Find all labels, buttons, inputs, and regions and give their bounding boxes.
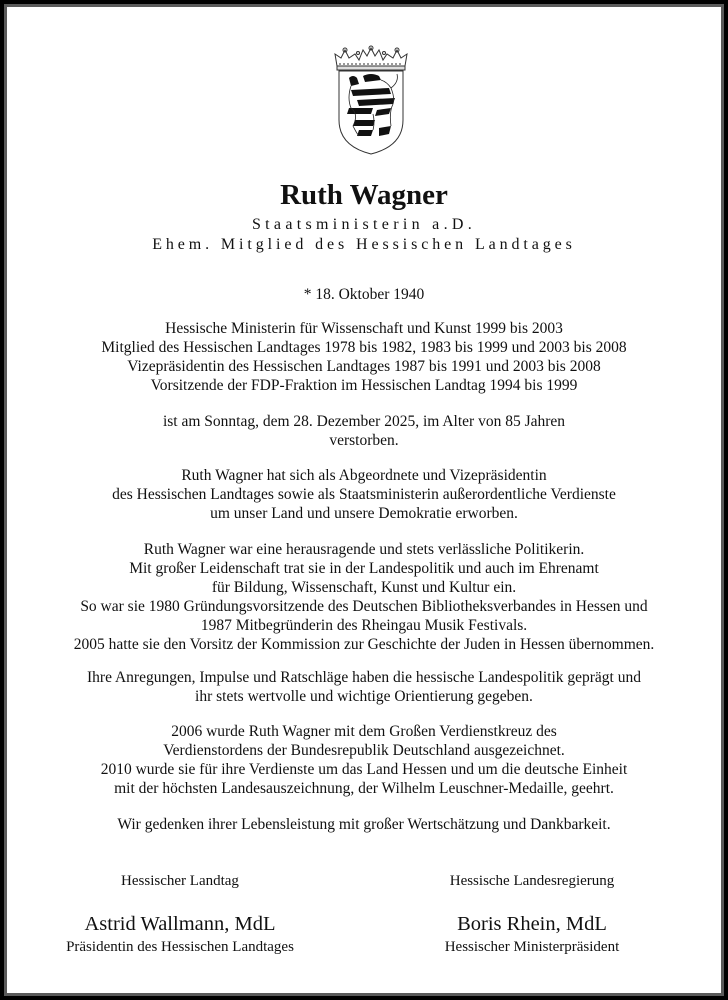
honors-line: mit der höchsten Landesauszeichnung, der Wilhelm Leuschner-Medaille, geehrt. — [114, 780, 614, 797]
tribute-line: So war sie 1980 Gründungsvorsitzende des Deutschen Bibliotheksverbandes in Hessen und — [80, 598, 648, 615]
impulses-line: Ihre Anregungen, Impulse und Ratschläge haben die hessische Landespolitik geprägt und — [87, 669, 641, 686]
signature-name: Boris Rhein, MdL — [457, 913, 607, 935]
signature-role: Präsidentin des Hessischen Landtages — [66, 939, 294, 955]
hesse-coat-of-arms-icon — [329, 42, 413, 156]
merits-paragraph — [7, 466, 721, 523]
merits-line: des Hessischen Landtages sowie als Staatsministerin außerordentliche Verdienste — [112, 486, 616, 503]
deceased-subtitle: Ehem. Mitglied des Hessischen Landtages — [152, 236, 576, 253]
tribute-line: Ruth Wagner war eine herausragende und stets verlässliche Politikerin. — [143, 541, 585, 558]
career-paragraph — [7, 319, 721, 395]
impulses-paragraph — [7, 668, 721, 706]
merits-line: um unser Land und unsere Demokratie erworben. — [210, 505, 518, 522]
signature-name: Astrid Wallmann, MdL — [84, 913, 276, 935]
career-line: Vorsitzende der FDP-Fraktion im Hessischen Landtag 1994 bis 1999 — [150, 377, 578, 394]
signature-role: Hessischer Ministerpräsident — [444, 939, 620, 955]
signature-organization: Hessischer Landtag — [121, 873, 239, 889]
honors-paragraph — [7, 722, 721, 798]
honors-line: 2006 wurde Ruth Wagner mit dem Großen Verdienstkreuz des — [171, 723, 557, 740]
crown-icon — [335, 46, 407, 70]
deceased-title: Staatsministerin a.D. — [251, 216, 477, 233]
tribute-paragraph — [7, 540, 721, 654]
honors-line: 2010 wurde sie für ihre Verdienste um das Land Hessen und um die deutsche Einheit — [100, 761, 628, 778]
tribute-line: für Bildung, Wissenschaft, Kunst und Kultur ein. — [211, 579, 517, 596]
tribute-line: 1987 Mitbegründerin des Rheingau Musik Festivals. — [200, 617, 528, 634]
tribute-line: Mit großer Leidenschaft trat sie in der Landespolitik und auch im Ehrenamt — [129, 560, 599, 577]
signature-organization: Hessische Landesregierung — [449, 873, 615, 889]
honors-line: Verdienstordens der Bundesrepublik Deutschland ausgezeichnet. — [163, 742, 565, 759]
birth-date: * 18. Oktober 1940 — [303, 286, 425, 303]
impulses-line: ihr stets wertvolle und wichtige Orientierung gegeben. — [195, 688, 533, 705]
shield-icon — [339, 71, 403, 154]
obituary-notice — [7, 7, 721, 993]
career-line: Hessische Ministerin für Wissenschaft und Kunst 1999 bis 2003 — [165, 320, 563, 337]
tribute-line: 2005 hatte sie den Vorsitz der Kommission zur Geschichte der Juden in Hessen übernommen. — [73, 636, 655, 653]
closing-line: Wir gedenken ihrer Lebensleistung mit großer Wertschätzung und Dankbarkeit. — [117, 816, 611, 833]
death-paragraph — [7, 412, 721, 450]
death-line: verstorben. — [329, 432, 399, 449]
closing-paragraph — [7, 815, 721, 834]
merits-line: Ruth Wagner hat sich als Abgeordnete und Vizepräsidentin — [181, 467, 547, 484]
career-line: Mitglied des Hessischen Landtages 1978 bis 1982, 1983 bis 1999 und 2003 bis 2008 — [101, 339, 627, 356]
death-line: ist am Sonntag, dem 28. Dezember 2025, im Alter von 85 Jahren — [162, 413, 566, 430]
career-line: Vizepräsidentin des Hessischen Landtages 1987 bis 1991 und 2003 bis 2008 — [127, 358, 601, 375]
deceased-name: Ruth Wagner — [280, 179, 448, 211]
